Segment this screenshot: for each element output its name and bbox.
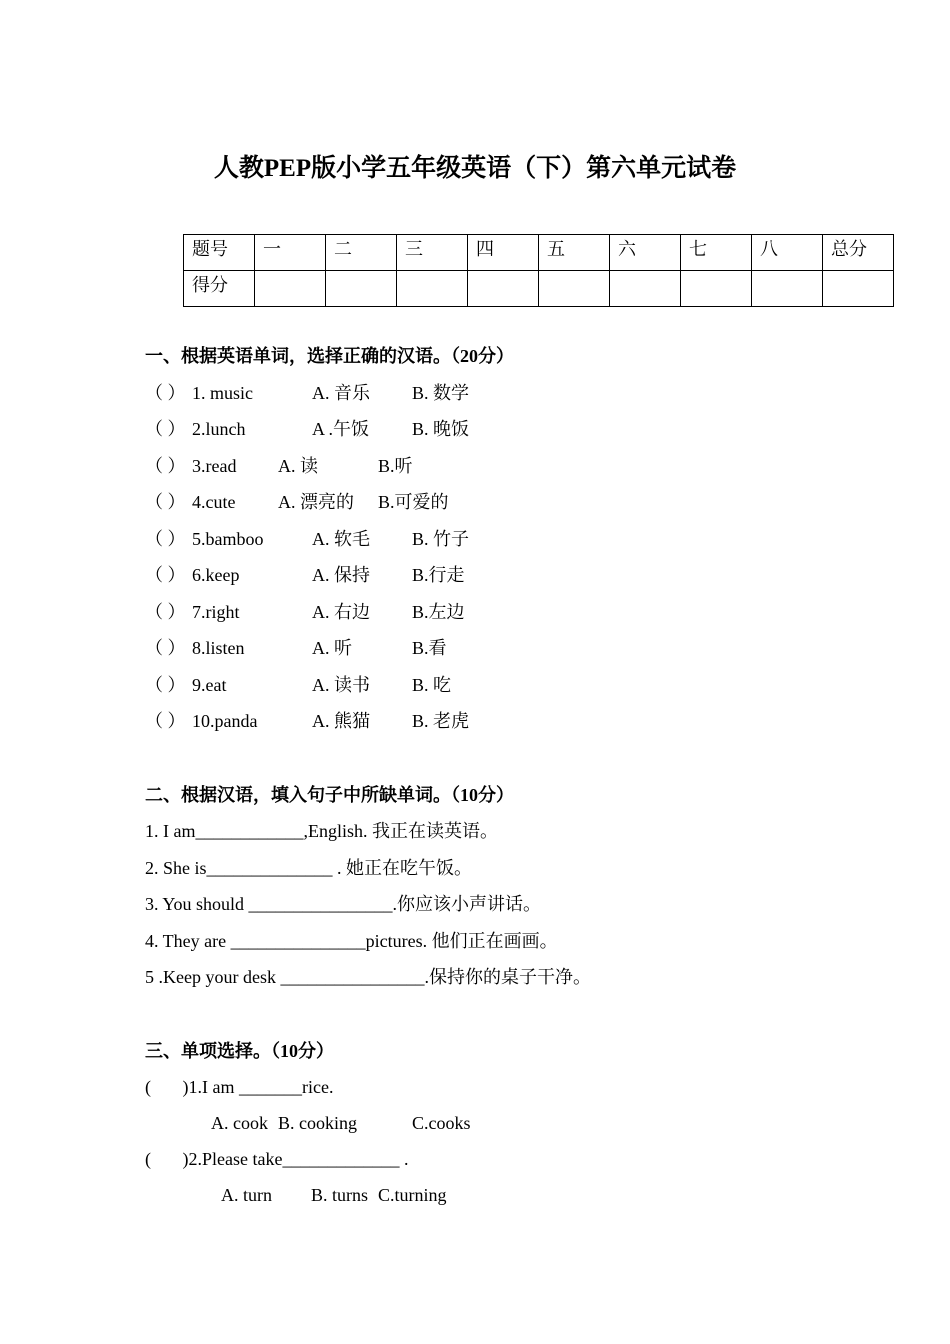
s2-item-1: 1. I am____________,English. 我正在读英语。 bbox=[145, 821, 498, 841]
score-header-cell: 四 bbox=[468, 235, 539, 271]
score-cell[interactable] bbox=[610, 271, 681, 307]
s1-word: 8.listen bbox=[192, 638, 245, 658]
s2-item-3: 3. You should ________________.你应该小声讲话。 bbox=[145, 894, 542, 914]
s1-word: 9.eat bbox=[192, 675, 227, 695]
s2-item-2: 2. She is______________ . 她正在吃午饭。 bbox=[145, 858, 473, 878]
s1-option-b: B.听 bbox=[378, 456, 413, 476]
s1-option-b: B.左边 bbox=[412, 602, 465, 622]
score-header-cell: 总分 bbox=[823, 235, 894, 271]
answer-paren[interactable]: （ ） bbox=[145, 419, 186, 439]
s1-word: 4.cute bbox=[192, 492, 236, 512]
answer-paren[interactable]: （ ） bbox=[145, 711, 186, 731]
s1-option-a: A. 读 bbox=[278, 456, 318, 476]
s1-option-a: A. 漂亮的 bbox=[278, 492, 354, 512]
s1-option-b: B.行走 bbox=[412, 565, 465, 585]
score-header-cell: 七 bbox=[681, 235, 752, 271]
s1-option-b: B. 竹子 bbox=[412, 529, 470, 549]
score-header-cell: 八 bbox=[752, 235, 823, 271]
score-header-cell: 二 bbox=[326, 235, 397, 271]
s3-q2-option-b: B. turns bbox=[311, 1185, 369, 1205]
s1-option-b: B.可爱的 bbox=[378, 492, 449, 512]
answer-paren[interactable]: （ ） bbox=[145, 602, 186, 622]
answer-paren[interactable]: （ ） bbox=[145, 529, 186, 549]
s1-word: 6.keep bbox=[192, 565, 240, 585]
score-cell[interactable] bbox=[539, 271, 610, 307]
section2-heading: 二、根据汉语，填入句子中所缺单词。（10分） bbox=[145, 785, 514, 805]
score-cell[interactable] bbox=[752, 271, 823, 307]
s3-q1-option-a: A. cook bbox=[211, 1113, 268, 1133]
s1-option-a: A. 右边 bbox=[312, 602, 370, 622]
s1-option-a: A. 保持 bbox=[312, 565, 370, 585]
score-table-header-row bbox=[184, 235, 894, 271]
s3-q2-option-c: C.turning bbox=[378, 1185, 447, 1205]
answer-paren[interactable]: （ ） bbox=[145, 383, 186, 403]
s3-q2-option-a: A. turn bbox=[221, 1185, 272, 1205]
score-header-cell: 三 bbox=[397, 235, 468, 271]
score-cell[interactable] bbox=[255, 271, 326, 307]
s1-word: 5.bamboo bbox=[192, 529, 264, 549]
s1-option-a: A. 熊猫 bbox=[312, 711, 370, 731]
s1-word: 3.read bbox=[192, 456, 237, 476]
s1-option-a: A. 软毛 bbox=[312, 529, 370, 549]
page-title: 人教PEP版小学五年级英语（下）第六单元试卷 bbox=[213, 155, 737, 182]
answer-paren[interactable]: （ ） bbox=[145, 492, 186, 512]
s1-option-a: A .午饭 bbox=[312, 419, 370, 439]
answer-paren[interactable]: （ ） bbox=[145, 565, 186, 585]
s2-item-5: 5 .Keep your desk ________________.保持你的桌子干净。 bbox=[145, 967, 591, 987]
s1-option-b: B.看 bbox=[412, 638, 447, 658]
section3-heading: 三、单项选择。（10分） bbox=[145, 1041, 334, 1061]
s1-word: 2.lunch bbox=[192, 419, 246, 439]
s1-option-b: B. 数学 bbox=[412, 383, 470, 403]
score-cell[interactable] bbox=[468, 271, 539, 307]
score-row-label: 得分 bbox=[184, 271, 255, 307]
score-header-cell: 题号 bbox=[184, 235, 255, 271]
s1-word: 10.panda bbox=[192, 711, 258, 731]
score-cell[interactable] bbox=[681, 271, 752, 307]
s1-option-b: B. 老虎 bbox=[412, 711, 470, 731]
score-cell[interactable] bbox=[823, 271, 894, 307]
answer-paren[interactable]: （ ） bbox=[145, 675, 186, 695]
s1-option-b: B. 吃 bbox=[412, 675, 452, 695]
score-header-cell: 五 bbox=[539, 235, 610, 271]
s1-option-a: A. 音乐 bbox=[312, 383, 370, 403]
score-cell[interactable] bbox=[397, 271, 468, 307]
s2-item-4: 4. They are _______________pictures. 他们正在画画。 bbox=[145, 931, 558, 951]
s1-word: 7.right bbox=[192, 602, 240, 622]
s1-option-a: A. 读书 bbox=[312, 675, 370, 695]
score-table-score-row bbox=[184, 271, 894, 307]
s3-question-1: ( )1.I am _______rice. bbox=[145, 1077, 334, 1097]
score-header-cell: 一 bbox=[255, 235, 326, 271]
score-header-cell: 六 bbox=[610, 235, 681, 271]
s1-option-a: A. 听 bbox=[312, 638, 352, 658]
answer-paren[interactable]: （ ） bbox=[145, 456, 186, 476]
s1-word: 1. music bbox=[192, 383, 253, 403]
answer-paren[interactable]: （ ） bbox=[145, 638, 186, 658]
s3-q1-option-c: C.cooks bbox=[412, 1113, 471, 1133]
s3-q1-option-b: B. cooking bbox=[278, 1113, 357, 1133]
score-cell[interactable] bbox=[326, 271, 397, 307]
section1-heading: 一、根据英语单词，选择正确的汉语。（20分） bbox=[145, 346, 514, 366]
s1-option-b: B. 晚饭 bbox=[412, 419, 470, 439]
s3-question-2: ( )2.Please take_____________ . bbox=[145, 1149, 409, 1169]
score-table bbox=[183, 234, 894, 307]
